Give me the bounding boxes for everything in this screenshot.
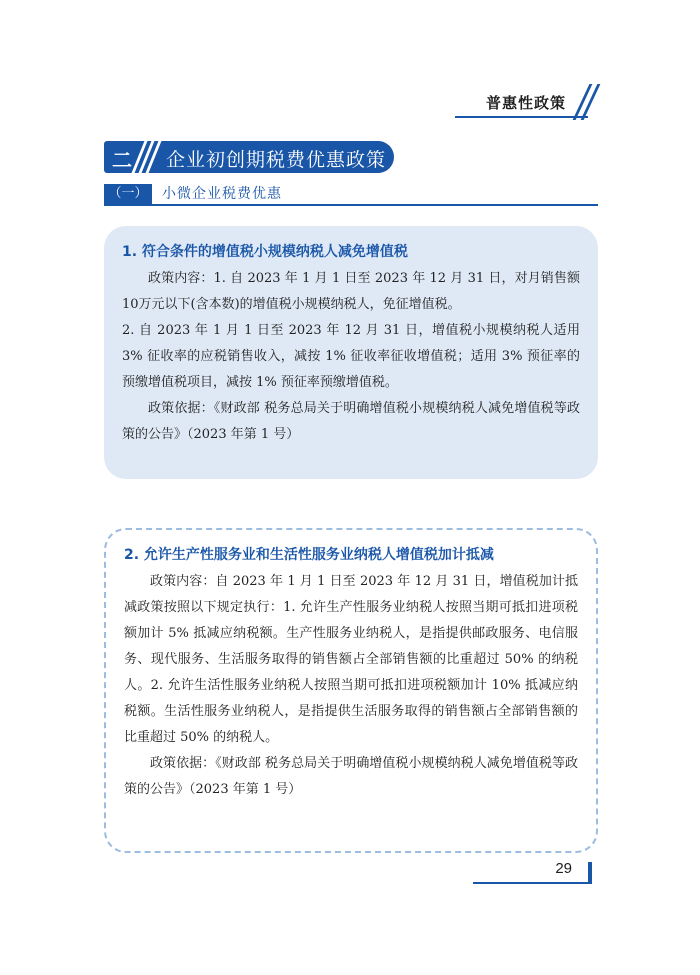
footer-underline: [473, 882, 592, 884]
policy-1-content-continued: 2. 自 2023 年 1 月 1 日至 2023 年 12 月 31 日，增值税小规模纳税人适用 3% 征收率的应税销售收入，减按 1% 征收率征收增值税；适用 3% 预征率的预缴增值税项目，减按 1% 预征率预缴增值税。: [122, 323, 580, 390]
policy-2-title: 2. 允许生产性服务业和生活性服务业纳税人增值税加计抵减: [124, 547, 494, 563]
policy-card-1: [104, 226, 598, 479]
subsection-heading: [104, 184, 598, 206]
header-category-tag: [455, 88, 598, 118]
header-category-label: 普惠性政策: [485, 94, 566, 112]
section-title: 企业初创期税费优惠政策: [166, 149, 387, 171]
subsection-number: （一）: [104, 184, 152, 204]
policy-1-title: 1. 符合条件的增值税小规模纳税人减免增值税: [122, 244, 408, 260]
policy-1-content: 政策内容：1. 自 2023 年 1 月 1 日至 2023 年 12 月 31 日，对月销售额10万元以下(含本数)的增值税小规模纳税人，免征增值税。: [122, 271, 580, 312]
section-number: 二: [112, 148, 132, 172]
subsection-title: 小微企业税费优惠: [162, 186, 282, 202]
page-number: 29: [555, 860, 572, 877]
header-underline: [455, 116, 588, 118]
subsection-underline: [104, 204, 598, 206]
page-footer: [473, 860, 598, 886]
policy-card-2: [104, 528, 598, 853]
policy-1-basis: 政策依据：《财政部 税务总局关于明确增值税小规模纳税人减免增值税等政策的公告》（2023 年第 1 号）: [122, 401, 580, 442]
policy-2-content: 政策内容：自 2023 年 1 月 1 日至 2023 年 12 月 31 日，增值税加计抵减政策按照以下规定执行：1. 允许生产性服务业纳税人按照当期可抵扣进项税额加计 5% 抵减应纳税额。生产性服务业纳税人，是指提供邮政服务、电信服务、现代服务、生活服务取得的销售额占全部销售额的比重超过 50% 的纳税人。2. 允许生活性服务业纳税人按照当期可抵扣进项税额加计 10% 抵减应纳税额。生活性服务业纳税人，是指提供生活服务取得的销售额占全部销售额的比重超过 50% 的纳税人。: [124, 574, 578, 745]
footer-tick-decoration: [588, 862, 592, 884]
policy-2-basis: 政策依据：《财政部 税务总局关于明确增值税小规模纳税人减免增值税等政策的公告》（2023 年第 1 号）: [124, 756, 578, 797]
section-banner: [104, 141, 394, 173]
